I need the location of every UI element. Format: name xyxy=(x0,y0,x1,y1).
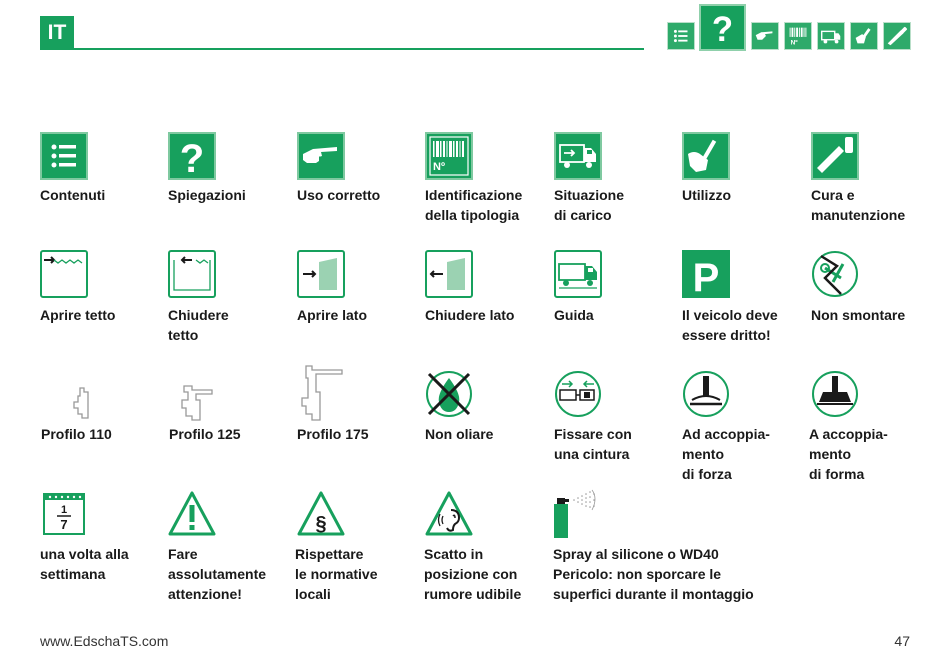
open-side-icon xyxy=(297,250,345,298)
spray-icon xyxy=(552,488,600,536)
nav-hand-brush-icon[interactable] xyxy=(850,22,878,50)
no-disassemble-icon xyxy=(811,250,859,298)
audible-click-icon xyxy=(425,490,473,538)
profile-175-icon xyxy=(298,362,346,410)
regulations-icon xyxy=(297,490,345,538)
label-veicolo-dritto: Il veicolo deve essere dritto! xyxy=(682,307,778,343)
svg-text:?: ? xyxy=(711,10,734,49)
profile-125-icon xyxy=(170,378,218,426)
label-spray: Spray al silicone o WD40 Pericolo: non sporcare le superfici durante il montaggio xyxy=(553,546,754,602)
nav-brush-icon[interactable] xyxy=(883,22,911,50)
label-chiudere-lato: Chiudere lato xyxy=(425,307,515,323)
maintenance-icon xyxy=(811,132,859,180)
page-number: 47 xyxy=(894,633,910,649)
label-aprire-lato: Aprire lato xyxy=(297,307,368,323)
label-utilizzo: Utilizzo xyxy=(682,187,731,203)
nav-list-icon[interactable] xyxy=(667,22,695,50)
warning-icon xyxy=(168,490,216,538)
svg-text:Nº: Nº xyxy=(790,39,798,47)
svg-text:P: P xyxy=(692,256,720,298)
label-non-smontare: Non smontare xyxy=(811,307,906,323)
label-fissare-cintura: Fissare con una cintura xyxy=(554,426,632,462)
label-scatto: Scatto in posizione con rumore udibile xyxy=(424,546,522,602)
svg-text:?: ? xyxy=(179,137,205,180)
label-profilo-125: Profilo 125 xyxy=(169,426,241,442)
label-accoppiamento-forma: A accoppia- mento di forma xyxy=(809,426,888,482)
label-aprire-tetto: Aprire tetto xyxy=(40,307,116,323)
nav-truck-icon[interactable] xyxy=(817,22,845,50)
nav-question-icon[interactable] xyxy=(699,4,746,51)
calendar-icon xyxy=(40,490,88,538)
close-roof-icon xyxy=(168,250,216,298)
force-fit-icon xyxy=(682,370,730,418)
label-profilo-175: Profilo 175 xyxy=(297,426,369,442)
list-icon xyxy=(40,132,88,180)
label-situazione-carico: Situazione di carico xyxy=(554,187,625,223)
form-fit-icon xyxy=(811,370,859,418)
label-chiudere-tetto: Chiudere tetto xyxy=(168,307,229,343)
close-side-icon xyxy=(425,250,473,298)
pointing-hand-icon xyxy=(297,132,345,180)
svg-text:7: 7 xyxy=(60,517,68,532)
label-guida: Guida xyxy=(554,307,594,323)
label-contenuti: Contenuti xyxy=(40,187,106,203)
label-profilo-110: Profilo 110 xyxy=(41,426,112,442)
profile-110-icon xyxy=(58,378,106,426)
label-spiegazioni: Spiegazioni xyxy=(168,187,246,203)
no-oil-icon xyxy=(425,370,473,418)
header-rule xyxy=(74,48,644,50)
belt-fix-icon xyxy=(554,370,602,418)
hand-brush-icon xyxy=(682,132,730,180)
barcode-icon xyxy=(425,132,473,180)
truck-loading-icon xyxy=(554,132,602,180)
label-identificazione: Identificazione della tipologia xyxy=(425,187,523,223)
label-non-oliare: Non oliare xyxy=(425,426,494,442)
nav-pointing-hand-icon[interactable] xyxy=(751,22,779,50)
nav-barcode-icon[interactable] xyxy=(784,22,812,50)
open-roof-icon xyxy=(40,250,88,298)
svg-text:§: § xyxy=(315,513,327,535)
svg-text:1: 1 xyxy=(60,504,68,516)
label-uso-corretto: Uso corretto xyxy=(297,187,381,203)
question-icon xyxy=(168,132,216,180)
drive-truck-icon xyxy=(554,250,602,298)
label-accoppiamento-forza: Ad accoppia- mento di forza xyxy=(682,426,770,482)
language-badge: IT xyxy=(40,16,74,50)
label-cura-manutenzione: Cura e manutenzione xyxy=(811,187,906,223)
label-normative: Rispettare le normative locali xyxy=(295,546,378,602)
footer-url[interactable]: www.EdschaTS.com xyxy=(40,633,169,649)
svg-text:Nº: Nº xyxy=(433,161,445,173)
label-settimana: una volta alla settimana xyxy=(40,546,129,582)
label-attenzione: Fare assolutamente attenzione! xyxy=(168,546,267,602)
parking-icon xyxy=(682,250,730,298)
